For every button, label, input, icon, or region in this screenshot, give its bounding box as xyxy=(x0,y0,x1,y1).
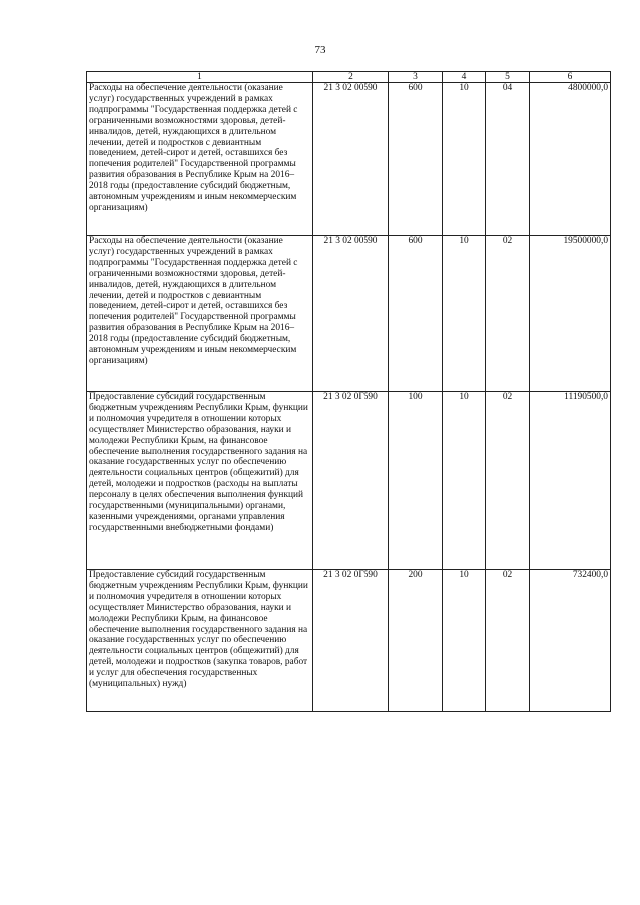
row-amount: 19500000,0 xyxy=(530,236,611,392)
column-header: 3 xyxy=(389,72,443,83)
row-section: 10 xyxy=(443,392,486,570)
row-description: Предоставление субсидий государственным бюджетным учреждениям Республики Крым, функции и полномочия учредителя в отношении которых осуществляет Министерство образования, науки и молодежи Республики Крым, на финансовое обеспечение выполнения государственного задания на оказание государственных услуг по обеспечению деятельности социальных центров (общежитий) для детей, молодежи и подростков (расходы на выплаты персоналу в целях обеспечения выполнения функций государственными (муниципальными) органами, казенными учреждениями, органами управления государственными внебюджетными фондами) xyxy=(87,392,313,570)
row-section: 10 xyxy=(443,83,486,236)
row-expense-type: 200 xyxy=(389,570,443,712)
column-header: 2 xyxy=(313,72,389,83)
column-header: 5 xyxy=(486,72,530,83)
row-amount: 11190500,0 xyxy=(530,392,611,570)
column-header: 6 xyxy=(530,72,611,83)
table-row xyxy=(87,83,611,236)
budget-table xyxy=(86,71,611,712)
table-row xyxy=(87,392,611,570)
table-row xyxy=(87,236,611,392)
column-header: 1 xyxy=(87,72,313,83)
row-section: 10 xyxy=(443,236,486,392)
row-description: Расходы на обеспечение деятельности (оказание услуг) государственных учреждений в рамках подпрограммы "Государственная поддержка детей с ограниченными возможностями здоровья, детей-инвалидов, детей, нуждающихся в длительном лечении, детей и подростков с девиантным поведением, детей-сирот и детей, оставшихся без попечения родителей" Государственной программы развития образования в Республике Крым на 2016–2018 годы (предоставление субсидий бюджетным, автономным учреждениям и иным некоммерческим организациям) xyxy=(87,236,313,392)
header-row xyxy=(87,72,611,83)
page-number: 73 xyxy=(314,44,326,56)
row-subsection: 04 xyxy=(486,83,530,236)
row-expense-type: 100 xyxy=(389,392,443,570)
row-target-code: 21 3 02 0Г590 xyxy=(313,570,389,712)
row-description: Предоставление субсидий государственным бюджетным учреждениям Республики Крым, функции и полномочия учредителя в отношении которых осуществляет Министерство образования, науки и молодежи Республики Крым, на финансовое обеспечение выполнения государственного задания на оказание государственных услуг по обеспечению деятельности социальных центров (общежитий) для детей, молодежи и подростков (закупка товаров, работ и услуг для обеспечения государственных (муниципальных) нужд) xyxy=(87,570,313,712)
column-header: 4 xyxy=(443,72,486,83)
row-target-code: 21 3 02 00590 xyxy=(313,83,389,236)
row-target-code: 21 3 02 0Г590 xyxy=(313,392,389,570)
row-amount: 732400,0 xyxy=(530,570,611,712)
row-subsection: 02 xyxy=(486,392,530,570)
row-target-code: 21 3 02 00590 xyxy=(313,236,389,392)
row-expense-type: 600 xyxy=(389,236,443,392)
row-description: Расходы на обеспечение деятельности (оказание услуг) государственных учреждений в рамках подпрограммы "Государственная поддержка детей с ограниченными возможностями здоровья, детей-инвалидов, детей, нуждающихся в длительном лечении, детей и подростков с девиантным поведением, детей-сирот и детей, оставшихся без попечения родителей" Государственной программы развития образования в Республике Крым на 2016–2018 годы (предоставление субсидий бюджетным, автономным учреждениям и иным некоммерческим организациям) xyxy=(87,83,313,236)
table-row xyxy=(87,570,611,712)
row-expense-type: 600 xyxy=(389,83,443,236)
row-subsection: 02 xyxy=(486,570,530,712)
row-amount: 4800000,0 xyxy=(530,83,611,236)
row-section: 10 xyxy=(443,570,486,712)
row-subsection: 02 xyxy=(486,236,530,392)
